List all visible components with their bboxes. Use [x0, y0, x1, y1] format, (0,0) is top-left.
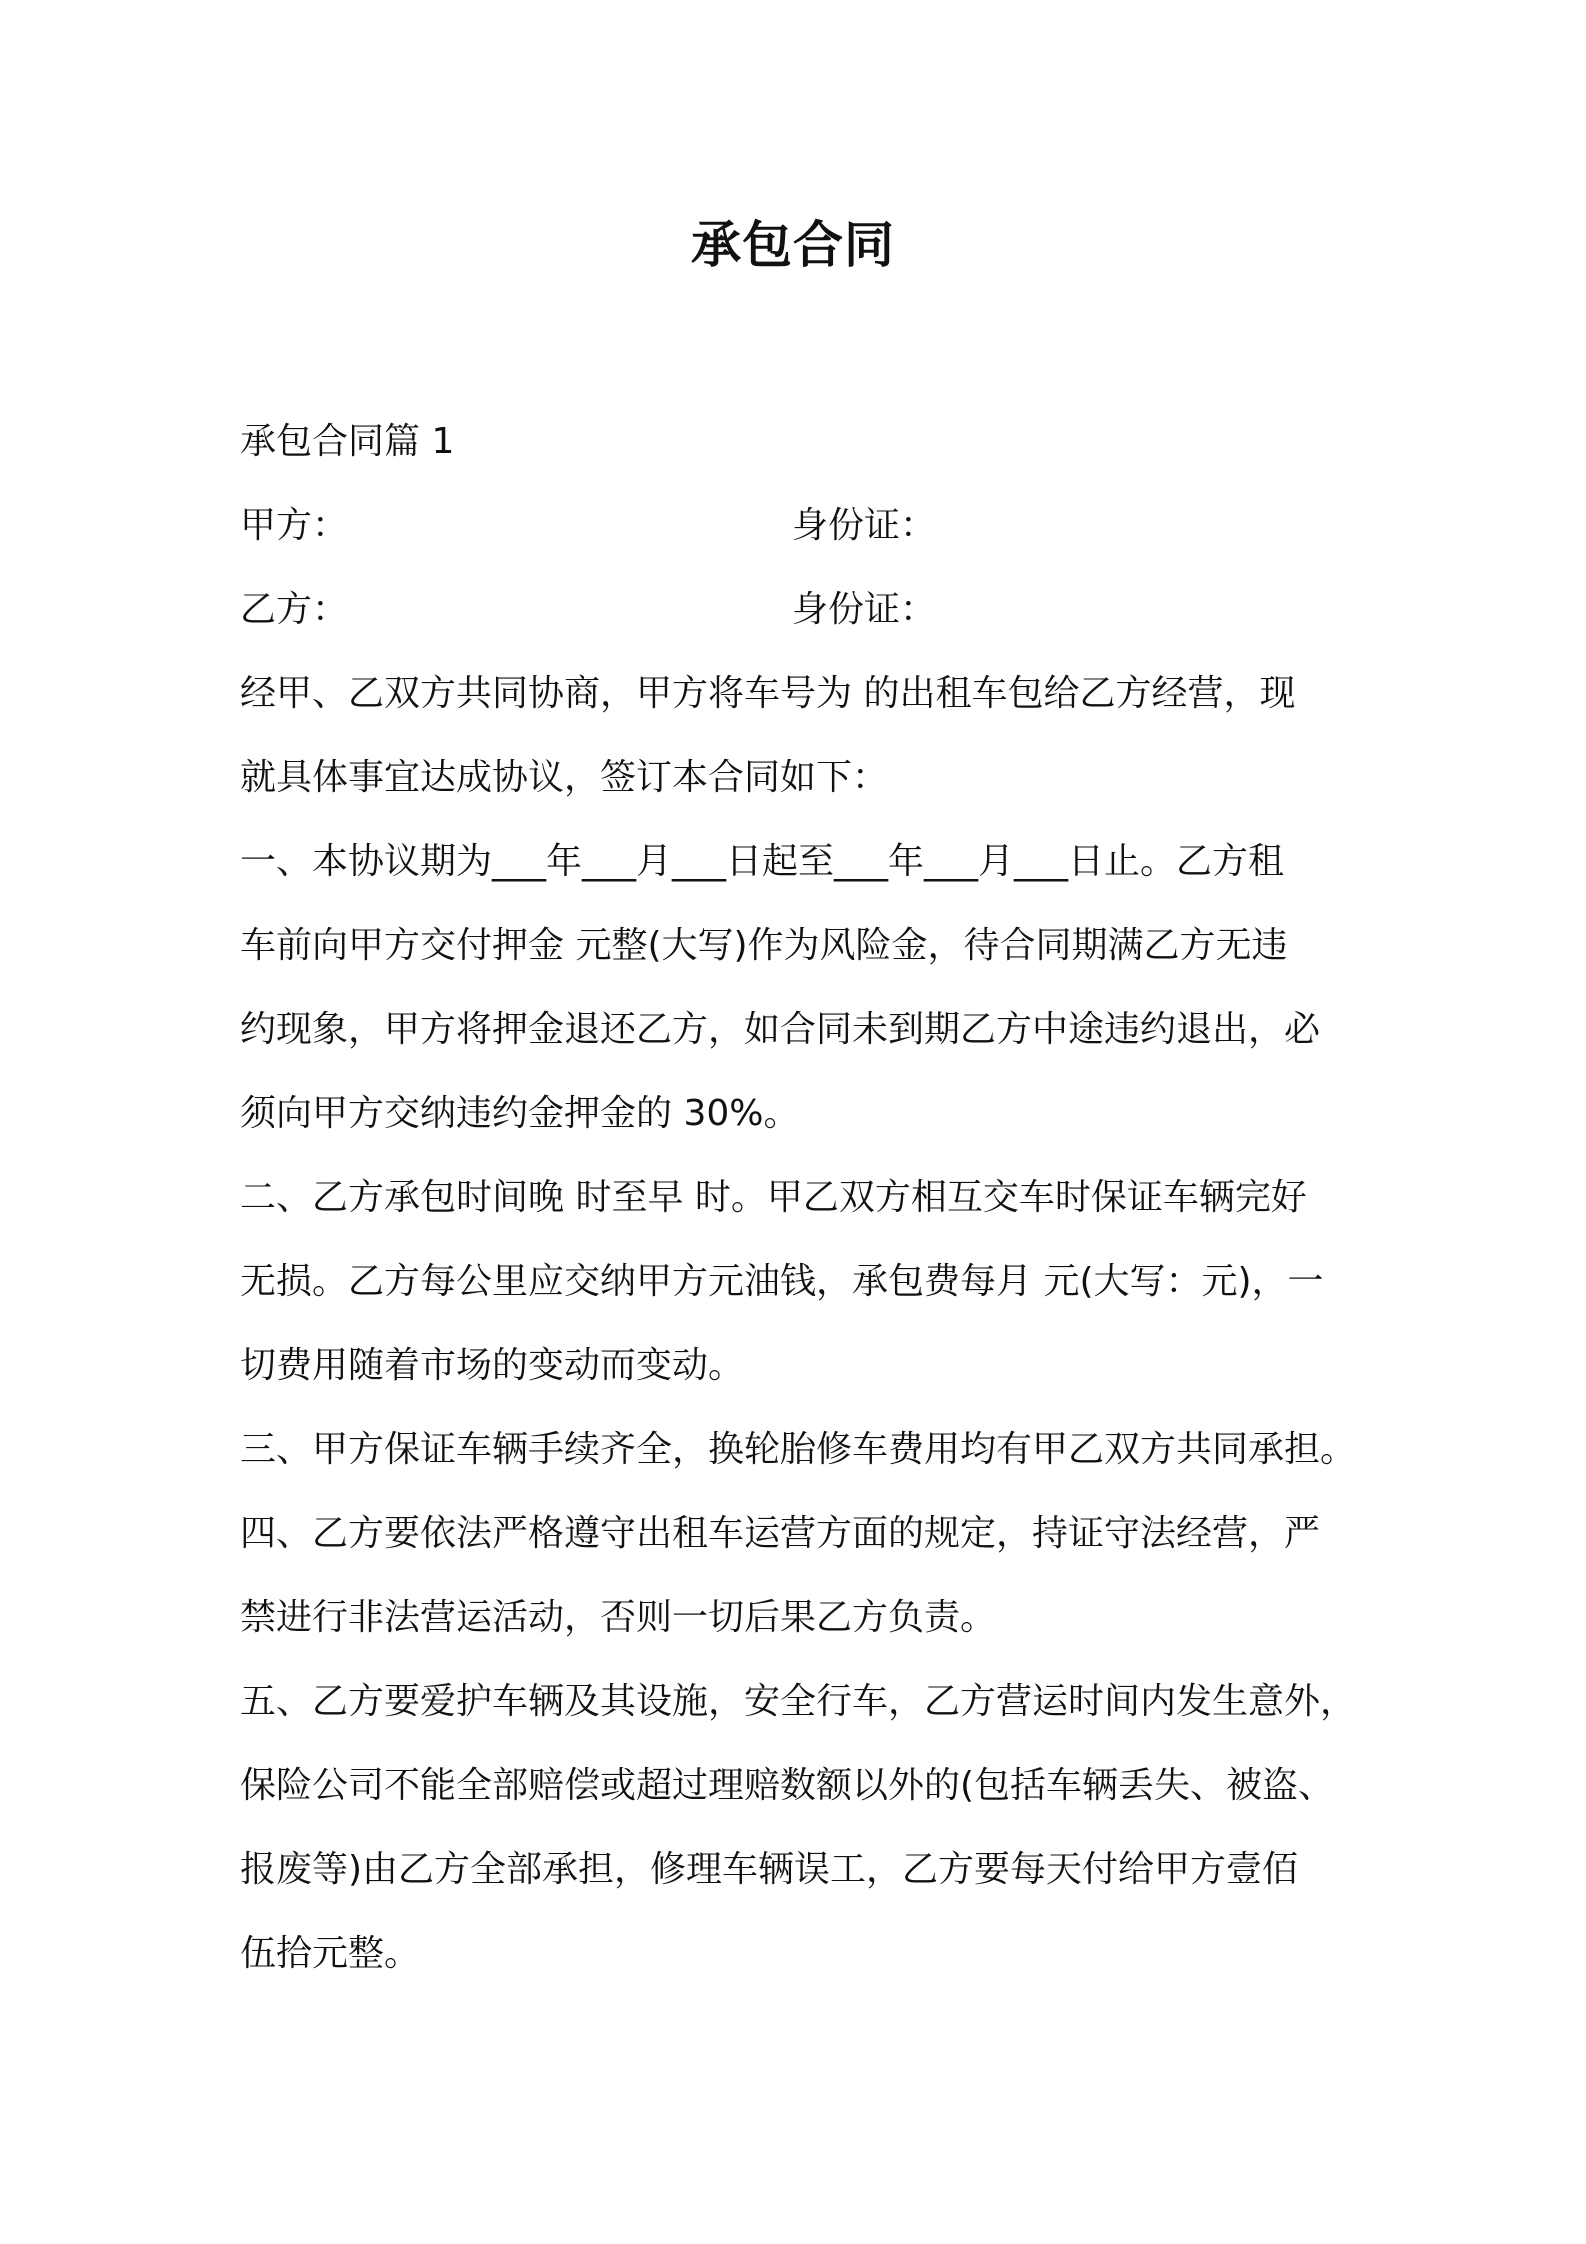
party-b-row	[240, 568, 1366, 652]
clause-1-line: 车前向甲方交付押金 元整(大写)作为风险金，待合同期满乙方无违	[240, 925, 1288, 966]
party-a-label: 甲方：	[240, 505, 349, 546]
party-a-id-label: 身份证：	[792, 505, 937, 546]
clause-5-line: 报废等)由乙方全部承担，修理车辆误工，乙方要每天付给甲方壹佰	[240, 1849, 1299, 1890]
clause-5-line: 伍拾元整。	[240, 1933, 421, 1974]
clause-2-line: 无损。乙方每公里应交纳甲方元油钱，承包费每月 元(大写：元)，一	[240, 1261, 1324, 1302]
clause-2-line: 二、乙方承包时间晚 时至早 时。甲乙双方相互交车时保证车辆完好	[240, 1177, 1307, 1218]
clause-4-line: 四、乙方要依法严格遵守出租车运营方面的规定，持证守法经营，严	[240, 1513, 1321, 1554]
clause-3-line: 三、甲方保证车辆手续齐全，换轮胎修车费用均有甲乙双方共同承担。	[240, 1429, 1357, 1470]
clause-5-line: 五、乙方要爱护车辆及其设施，安全行车，乙方营运时间内发生意外，	[240, 1681, 1357, 1722]
clause-4-line: 禁进行非法营运活动，否则一切后果乙方负责。	[240, 1597, 997, 1638]
clause-1-line: 一、本协议期为___年___月___日起至___年___月___日止。乙方租	[240, 841, 1285, 882]
body-line: 就具体事宜达成协议，签订本合同如下：	[240, 757, 889, 798]
clause-5-line: 保险公司不能全部赔偿或超过理赔数额以外的(包括车辆丢失、被盗、	[240, 1765, 1335, 1806]
page-title: 承包合同	[691, 216, 895, 274]
party-b-label: 乙方：	[240, 589, 349, 630]
contract-body	[240, 400, 1366, 1996]
clause-1-line: 须向甲方交纳违约金押金的 30%。	[240, 1093, 800, 1134]
body-line: 经甲、乙双方共同协商，甲方将车号为 的出租车包给乙方经营，现	[240, 673, 1296, 714]
party-a-row	[240, 484, 1366, 568]
clause-2-line: 切费用随着市场的变动而变动。	[240, 1345, 745, 1386]
clause-1-line: 约现象，甲方将押金退还乙方，如合同未到期乙方中途违约退出，必	[240, 1009, 1321, 1050]
party-b-id-label: 身份证：	[792, 589, 937, 630]
section-subtitle: 承包合同篇 1	[240, 421, 455, 462]
